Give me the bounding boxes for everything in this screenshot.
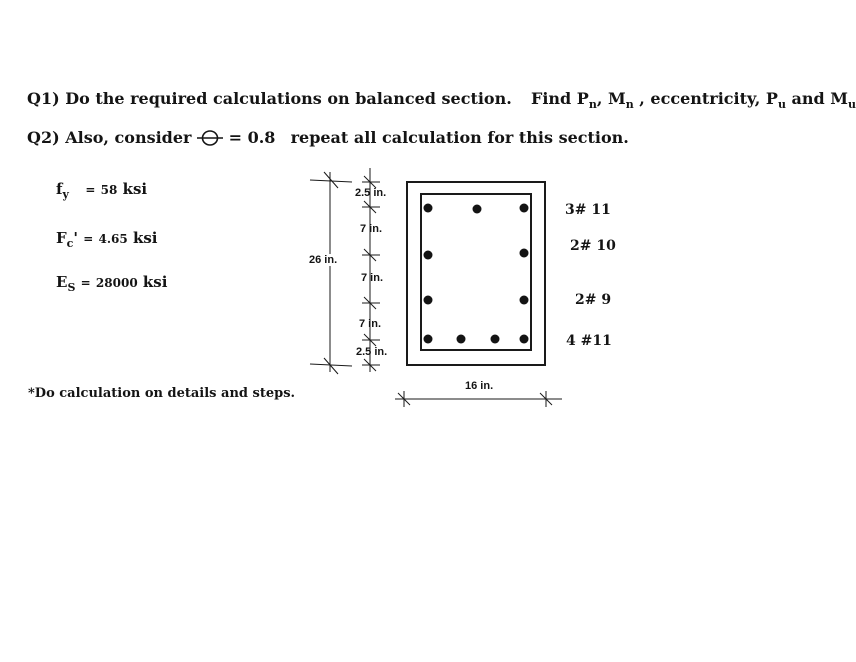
rebar [457, 335, 466, 344]
rebar [520, 204, 529, 213]
question-1-find: Find [530, 89, 572, 108]
bar-row-3 [424, 296, 529, 305]
bar-row-4-label: 4 #11 [566, 333, 612, 349]
rebar [473, 205, 482, 214]
bar-row-3-label: 2# 9 [575, 292, 612, 308]
fc-unit: ksi [132, 229, 158, 247]
bar-row-1 [424, 204, 529, 214]
fy-symbol: $f_y$ [56, 180, 69, 201]
rebar [520, 335, 529, 344]
fc-value: 4.65 [98, 232, 128, 246]
eccentricity-label: eccentricity, [650, 89, 761, 108]
spacing-label-2: 7 in. [361, 272, 384, 284]
rebar [424, 251, 433, 260]
pn-symbol: $P_n$ [576, 89, 597, 112]
pu-symbol: $P_u$ [765, 89, 786, 112]
and-word: and [791, 89, 825, 108]
tick-mark [362, 297, 380, 309]
es-unit: ksi [142, 273, 168, 291]
top-cover-label: 2.5 in. [355, 187, 387, 199]
rebar [520, 296, 529, 305]
fy-value: 58 [100, 183, 118, 197]
spacing-label-1: 7 in. [360, 223, 383, 235]
mu-symbol: $M_u$ [830, 89, 856, 112]
width-label: 16 in. [465, 380, 494, 392]
rebar [491, 335, 500, 344]
mn-symbol: $M_n$ [607, 89, 634, 112]
fy-unit: ksi [122, 180, 148, 198]
bar-row-1-label: 3# 11 [565, 202, 611, 218]
question-1: Q1) Do the required calculations on balanced section. Find $P_n$, $M_n$ , eccentricity, $P_u$ and $M_u$ [27, 89, 856, 112]
rebar [520, 249, 529, 258]
bar-row-2 [424, 249, 529, 260]
tick-mark [362, 249, 380, 261]
question-2-lead: Q2) Also, consider [27, 128, 192, 147]
rebar [424, 296, 433, 305]
theta-value: = 0.8 [228, 128, 276, 147]
tick-mark [362, 334, 380, 346]
es-value: 28000 [95, 276, 138, 290]
es-equals: = [80, 276, 91, 290]
spacing-label-3: 7 in. [359, 318, 382, 330]
rebar [424, 204, 433, 213]
total-height-label: 26 in. [309, 254, 338, 266]
fy-equals: = [85, 183, 96, 197]
fc-symbol: $F_c'$ [56, 229, 78, 250]
question-1-lead: Q1) Do the required calculations on balanced section. [27, 89, 512, 108]
fc-equals: = [83, 232, 94, 246]
tie-stirrup [421, 194, 531, 350]
bar-row-2-label: 2# 10 [570, 238, 616, 254]
bar-row-4 [424, 335, 529, 344]
question-2-tail: repeat all calculation for this section. [290, 128, 629, 147]
rebar [424, 335, 433, 344]
calculation-note: *Do calculation on details and steps. [28, 386, 296, 401]
tick-mark [362, 359, 380, 371]
bottom-cover-label: 2.5 in. [356, 346, 388, 358]
tick-mark [362, 201, 380, 213]
es-symbol: $E_S$ [56, 273, 76, 294]
